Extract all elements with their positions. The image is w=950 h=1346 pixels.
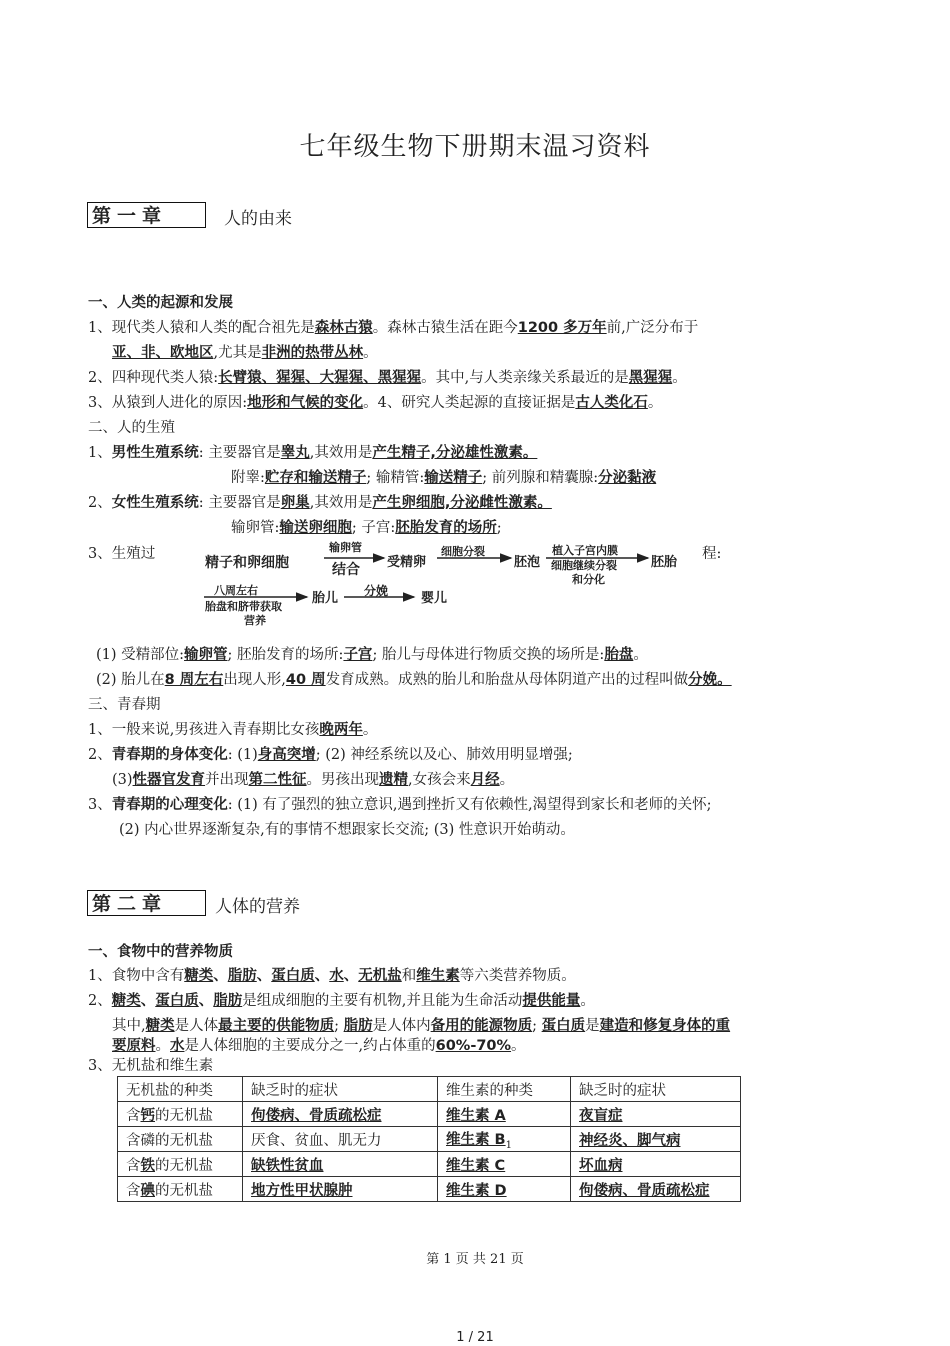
keyword: 第二性征 — [248, 772, 307, 788]
text: 和 — [401, 968, 417, 984]
flow-label: 胎盘和脐带获取 — [205, 600, 282, 613]
keyword: 钙 — [140, 1107, 155, 1124]
text: 。4、研究人类起源的直接证据是 — [363, 395, 576, 411]
keyword: 维生素 C — [446, 1157, 506, 1174]
keyword: 夜盲症 — [579, 1107, 623, 1124]
text: 3、从猿到人进化的原因: — [88, 395, 248, 411]
text: 。 — [511, 1038, 526, 1054]
table-cell — [243, 1152, 438, 1177]
keyword: 60%-70% — [435, 1038, 512, 1054]
section-heading: 一、人类的起源和发展 — [88, 295, 233, 311]
chapter-1-title: 人的由来 — [224, 209, 292, 229]
text: 发育成熟。成熟的胎儿和胎盘从母体阴道产出的过程叫做 — [325, 672, 689, 688]
text: 并出现 — [205, 772, 249, 788]
viewer-page-indicator: 1 / 21 — [456, 1330, 494, 1345]
paragraph — [96, 670, 732, 690]
flow-label: 结合 — [332, 562, 360, 578]
keyword: 森林古猿 — [314, 320, 373, 336]
keyword: 坏血病 — [579, 1157, 623, 1174]
flow-label: 输卵管 — [329, 541, 362, 554]
keyword: 亚、非、欧地区 — [112, 345, 214, 361]
keyword: 蛋白质 — [155, 993, 199, 1009]
keyword: 神经炎、脚气病 — [579, 1132, 681, 1149]
flow-label: 细胞分裂 — [441, 545, 485, 558]
keyword: 胚胎发育的场所 — [395, 520, 497, 536]
text: ; — [532, 1018, 542, 1034]
keyword: 晚两年 — [319, 722, 363, 738]
paragraph — [112, 1036, 526, 1056]
keyword: 贮存和输送精子 — [264, 470, 367, 486]
text: 是人体细胞的主要成分之一,约占体重的 — [184, 1038, 436, 1054]
text: 1、现代类人猿和人类的配合祖先是 — [88, 320, 315, 336]
text: 输卵管: — [231, 520, 280, 536]
paragraph: 3、生殖过 — [88, 546, 156, 562]
keyword: 8 周左右 — [164, 672, 224, 688]
text: 。 — [717, 672, 732, 688]
flow-label: 营养 — [244, 614, 266, 627]
keyword: 无机盐 — [358, 968, 402, 984]
chapter-2-box: 第二章 — [87, 890, 206, 916]
text: : 主要器官是 — [198, 445, 281, 461]
text: 1、食物中含有 — [88, 968, 185, 984]
text: 。 — [537, 495, 552, 511]
table-cell — [243, 1177, 438, 1202]
text: ,女孩会来 — [408, 772, 471, 788]
text: : 主要器官是 — [198, 495, 281, 511]
table-cell — [118, 1152, 243, 1177]
text: 。男孩出现 — [306, 772, 380, 788]
keyword: 地方性甲状腺肿 — [251, 1182, 353, 1199]
flow-node-fetus: 胎儿 — [312, 591, 339, 606]
text: ,其效用是 — [309, 495, 373, 511]
keyword: 脂肪 — [343, 1018, 373, 1034]
keyword: 脂肪 — [213, 993, 243, 1009]
text: 含 — [126, 1182, 141, 1199]
keyword: 蛋白质 — [271, 968, 315, 984]
text: 。 — [647, 395, 663, 411]
text: 。 — [155, 1038, 170, 1054]
keyword: 长臂猿、猩猩、大猩猩、黑猩猩 — [218, 370, 422, 386]
table-cell — [571, 1127, 741, 1152]
text: 的无机盐 — [155, 1157, 213, 1174]
keyword: 建造和修复身体的重 — [599, 1018, 731, 1034]
text: 、 — [343, 968, 359, 984]
paragraph: 程: — [702, 546, 722, 562]
keyword: 月经 — [470, 772, 500, 788]
section-heading: 二、人的生殖 — [88, 420, 175, 436]
text: (2) 胎儿在 — [96, 672, 165, 688]
flow-label: 分娩 — [364, 584, 389, 598]
keyword: 地形和气候的变化 — [247, 395, 364, 411]
label: 男性生殖系统 — [111, 445, 199, 461]
keyword: 水 — [170, 1038, 185, 1054]
text: 2、四种现代类人猿: — [88, 370, 219, 386]
text: ; 输精管: — [366, 470, 425, 486]
keyword: 水 — [329, 968, 344, 984]
text: 的无机盐 — [155, 1107, 213, 1124]
label: 青春期的身体变化 — [111, 747, 228, 763]
keyword: 最主要的供能物质 — [218, 1018, 335, 1034]
section-heading: 三、青春期 — [88, 697, 161, 713]
page-title: 七年级生物下册期末温习资料 — [299, 132, 651, 162]
keyword: 分娩 — [688, 672, 718, 688]
keyword: 糖类 — [111, 993, 141, 1009]
text: 。 — [522, 445, 538, 461]
paragraph — [112, 770, 514, 790]
table-row — [118, 1152, 741, 1177]
table-cell — [571, 1152, 741, 1177]
keyword: 遗精 — [379, 772, 409, 788]
text: (1) 受精部位: — [96, 647, 185, 663]
keyword: 脂肪 — [227, 968, 257, 984]
text: ; 子宫: — [351, 520, 396, 536]
table-cell — [243, 1102, 438, 1127]
keyword: 维生素 A — [446, 1107, 506, 1124]
table-header: 无机盐的种类 — [118, 1077, 243, 1102]
text: 。 — [672, 370, 687, 386]
flow-node-sperm-egg: 精子和卵细胞 — [205, 555, 289, 571]
table-header: 缺乏时的症状 — [243, 1077, 438, 1102]
keyword: 糖类 — [184, 968, 214, 984]
text: 。森林古猿生活在距今 — [372, 320, 518, 336]
text: 。 — [633, 647, 648, 663]
keyword: 黑猩猩 — [628, 370, 673, 386]
chapter-2-title: 人体的营养 — [215, 897, 300, 917]
paragraph — [96, 645, 648, 665]
text: 含 — [126, 1157, 141, 1174]
flow-node-embryo: 胚胎 — [651, 555, 678, 570]
label: 女性生殖系统 — [111, 495, 199, 511]
flow-node-blastocyst: 胚泡 — [514, 555, 541, 570]
keyword: 提供能量 — [522, 993, 581, 1009]
keyword: 碘 — [140, 1182, 155, 1199]
text: 、 — [198, 993, 214, 1009]
flow-label: 和分化 — [572, 573, 605, 586]
table-header: 缺乏时的症状 — [571, 1077, 741, 1102]
text: 是组成细胞的主要有机物,并且能为生命活动 — [242, 993, 523, 1009]
text: 是人体内 — [372, 1018, 431, 1034]
text: ,尤其是 — [213, 345, 262, 361]
keyword: 维生素 — [416, 968, 460, 984]
text: 出现人形, — [223, 672, 286, 688]
keyword: 非洲的热带丛林 — [261, 345, 364, 361]
text: 。其中,与人类亲缘关系最近的是 — [421, 370, 629, 386]
text: 。 — [580, 993, 595, 1009]
keyword: 要原料 — [112, 1038, 156, 1054]
text: 是人体 — [174, 1018, 219, 1034]
text: ; 胚胎发育的场所: — [227, 647, 344, 663]
keyword: 古人类化石 — [575, 395, 648, 411]
keyword: 缺铁性贫血 — [251, 1157, 324, 1174]
table-cell — [243, 1127, 438, 1152]
text: ; — [496, 520, 502, 536]
text: ,其效用是 — [309, 445, 373, 461]
paragraph — [112, 1016, 730, 1036]
keyword: 输送卵细胞 — [279, 520, 352, 536]
keyword: 卵巢 — [280, 495, 310, 511]
paragraph — [88, 991, 595, 1011]
flow-node-infant: 婴儿 — [421, 591, 448, 606]
keyword: 性器官发育 — [132, 772, 206, 788]
text: 。 — [362, 722, 378, 738]
flow-node-zygote: 受精卵 — [387, 555, 427, 570]
text: 的无机盐 — [155, 1182, 213, 1199]
paragraph — [88, 720, 377, 740]
keyword: 睾丸 — [280, 445, 310, 461]
keyword: 输卵管 — [184, 647, 228, 663]
paragraph — [88, 795, 711, 815]
paragraph: (2) 内心世界逐渐复杂,有的事情不想跟家长交流; (3) 性意识开始萌动。 — [119, 822, 575, 838]
keyword: 产生精子,分泌雄性激素 — [372, 445, 523, 461]
flow-label: 八周左右 — [214, 584, 258, 597]
text: ; — [334, 1018, 344, 1034]
keyword: 佝偻病、骨质疏松症 — [579, 1182, 710, 1199]
text: ; 胎儿与母体进行物质交换的场所是: — [372, 647, 605, 663]
table-cell — [571, 1177, 741, 1202]
paragraph: 3、无机盐和维生素 — [88, 1058, 214, 1074]
text: 、 — [213, 968, 228, 984]
table-cell — [438, 1127, 571, 1152]
table-header: 维生素的种类 — [438, 1077, 571, 1102]
nutrient-table — [117, 1076, 741, 1202]
keyword: 子宫 — [343, 647, 373, 663]
text: 含磷的无机盐 — [126, 1132, 213, 1149]
text: 2、 — [88, 495, 112, 511]
text: 1、 — [88, 445, 112, 461]
paragraph — [88, 745, 573, 765]
table-cell — [118, 1102, 243, 1127]
text: 是 — [585, 1018, 600, 1034]
table-cell — [438, 1152, 571, 1177]
text: 2、 — [88, 993, 112, 1009]
table-cell — [118, 1177, 243, 1202]
table-row — [118, 1127, 741, 1152]
text: 、 — [256, 968, 272, 984]
table-cell — [438, 1177, 571, 1202]
table-cell — [571, 1102, 741, 1127]
table-row — [118, 1177, 741, 1202]
table-cell — [118, 1127, 243, 1152]
keyword: 蛋白质 — [541, 1018, 586, 1034]
section-heading: 一、食物中的营养物质 — [88, 944, 233, 960]
text: 厌食、贫血、肌无力 — [251, 1132, 382, 1149]
keyword: 糖类 — [145, 1018, 175, 1034]
keyword: 佝偻病、骨质疏松症 — [251, 1107, 382, 1124]
table-row — [118, 1102, 741, 1127]
text: 。 — [499, 772, 515, 788]
keyword: 铁 — [140, 1157, 155, 1174]
page-footer: 第 1 页 共 21 页 — [426, 1252, 524, 1267]
table-cell — [438, 1102, 571, 1127]
text: 1、一般来说,男孩进入青春期比女孩 — [88, 722, 320, 738]
text: ; 前列腺和精囊腺: — [482, 470, 599, 486]
keyword: 身高突增 — [257, 747, 316, 763]
text: ; (2) 神经系统以及心、肺效用明显增强; — [315, 747, 573, 763]
text: 含 — [126, 1107, 141, 1124]
keyword: 维生素 B — [446, 1131, 506, 1148]
flow-label: 细胞继续分裂 — [551, 559, 617, 572]
text: 前,广泛分布于 — [606, 320, 699, 336]
keyword: 备用的能源物质 — [430, 1018, 533, 1034]
flow-arrows — [0, 0, 950, 640]
text: 。 — [363, 345, 378, 361]
text: 等六类营养物质。 — [459, 968, 576, 984]
text: 、 — [140, 993, 156, 1009]
paragraph — [88, 966, 576, 986]
text: 、 — [314, 968, 330, 984]
text: : (1) — [227, 747, 258, 763]
text: 3、 — [88, 797, 112, 813]
keyword: 输送精子 — [424, 470, 483, 486]
flow-label: 植入子宫内膜 — [552, 544, 618, 557]
keyword: 维生素 D — [446, 1182, 507, 1199]
text: 2、 — [88, 747, 112, 763]
keyword: 胎盘 — [604, 647, 634, 663]
keyword: 1200 多万年 — [517, 320, 607, 336]
keyword: 40 周 — [285, 672, 326, 688]
subscript: 1 — [505, 1139, 512, 1151]
chapter-1-box: 第一章 — [87, 202, 206, 228]
text: : (1) 有了强烈的独立意识,遇到挫折又有依赖性,渴望得到家长和老师的关怀; — [227, 797, 712, 813]
keyword: 分泌黏液 — [598, 470, 657, 486]
text: 附睾: — [231, 470, 265, 486]
text: 其中, — [112, 1018, 146, 1034]
label: 青春期的心理变化 — [111, 797, 228, 813]
text: (3) — [112, 772, 133, 788]
keyword: 产生卵细胞,分泌雌性激素 — [372, 495, 538, 511]
table-header-row — [118, 1077, 741, 1102]
